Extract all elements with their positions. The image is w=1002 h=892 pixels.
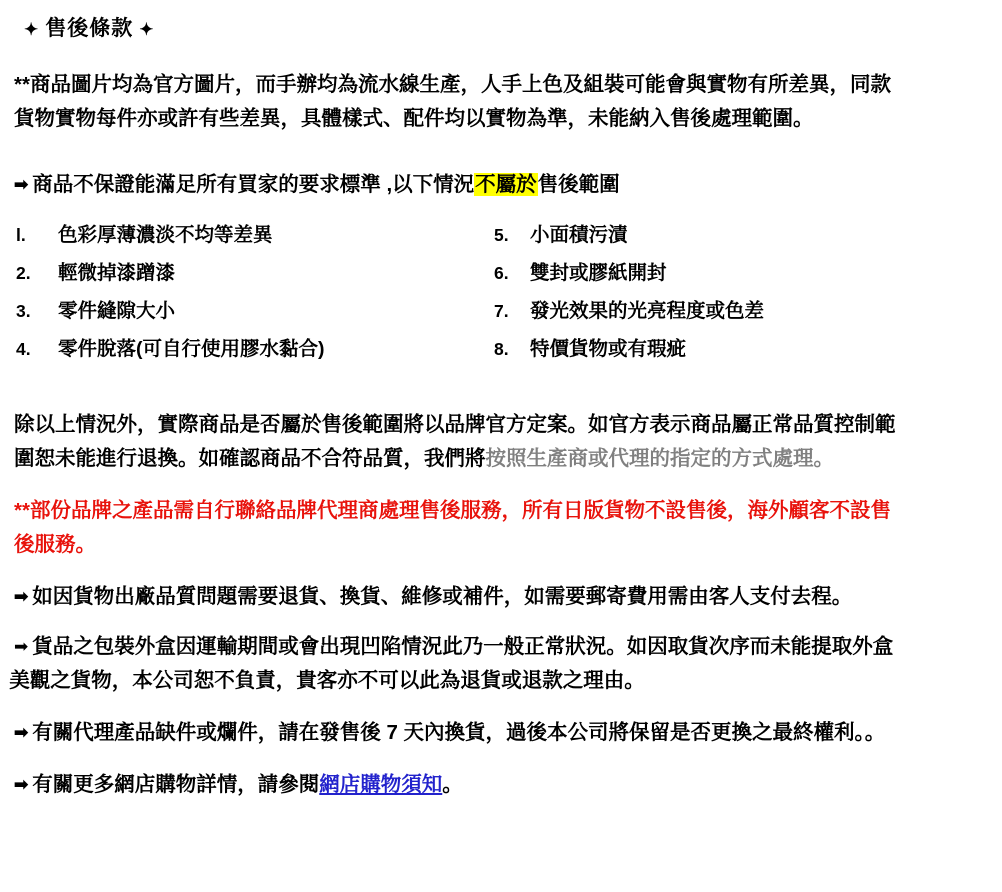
list-item-label: 雙封或膠紙開封 [530,262,667,284]
arrow-right-icon: ➡ [14,775,29,794]
list-item-label: 特價貨物或有瑕疵 [530,338,687,360]
box-condition-line-2: 美觀之貨物，本公司恕不負責，貴客亦不可以此為退貨或退款之理由。 [9,669,645,692]
conclusion-line-2-grey: 按照生產商或代理的指定的方式處理。 [485,447,834,470]
list-item [484,254,944,292]
list-item [484,292,944,330]
list-item-label: 色彩厚薄濃淡不均等差異 [58,224,273,246]
page-title-text: 售後條款 [45,17,134,40]
shopping-guide-link[interactable]: 網店購物須知 [319,773,443,796]
more-info-prefix: 有關更多網店購物詳情，請參閱 [32,773,320,796]
exclusion-notice-part2: 售後範圍 [537,173,620,196]
conclusion-paragraph [14,408,988,476]
list-item [14,292,474,330]
list-item-number: 2. [16,263,31,283]
exclusion-list-right [474,216,944,368]
exclusion-notice-highlight: 不屬於 [475,173,537,196]
red-notice-line-1: **部份品牌之產品需自行聯絡品牌代理商處理售後服務，所有日版貨物不設售後，海外顧客不設售 [14,499,891,522]
conclusion-line-2 [14,442,988,476]
arrow-right-icon: ➡ [14,175,29,194]
red-notice-line-2: 後服務。 [14,533,96,556]
star-left-icon: ✦ [24,20,40,39]
agent-notice-text: 有關代理產品缺件或爛件，請在發售後 7 天內換貨，過後本公司將保留是否更換之最終權利。。 [32,721,886,744]
box-condition-line-1: 貨品之包裝外盒因運輸期間或會出現凹陷情況此乃一般正常狀況。如因取貨次序而未能提取外盒 [32,635,894,658]
shipping-notice [14,580,988,614]
exclusion-list [14,216,988,368]
page-title [18,12,988,42]
list-item-label: 輕微掉漆蹭漆 [58,262,176,284]
list-item-number: 3. [16,301,31,321]
conclusion-line-1: 除以上情況外，實際商品是否屬於售後範圍將以品牌官方定案。如官方表示商品屬正常品質控制範 [14,413,896,436]
exclusion-notice [14,168,988,202]
list-item-label: 小面積污漬 [530,224,628,246]
list-item-label: 發光效果的光亮程度或色差 [530,300,765,322]
list-item [14,216,474,254]
list-item [14,254,474,292]
intro-paragraph [14,68,988,136]
list-item-number: 6. [494,263,509,283]
red-notice [14,494,988,562]
list-item-number: 4. [16,339,31,359]
list-item [484,330,944,368]
conclusion-line-2-text: 圍恕未能進行退換。如確認商品不合符品質，我們將 [14,447,486,470]
list-item-label: 零件縫隙大小 [58,300,176,322]
arrow-right-icon: ➡ [14,723,29,742]
more-info-notice [14,768,988,802]
list-item [14,330,474,368]
list-item [484,216,944,254]
list-item-number: l. [16,225,26,245]
list-item-number: 5. [494,225,509,245]
more-info-suffix: 。 [442,773,463,796]
intro-line-1: **商品圖片均為官方圖片，而手辦均為流水線生產，人手上色及組裝可能會與實物有所差異，同款 [14,73,891,96]
exclusion-list-left [14,216,474,368]
star-right-icon: ✦ [139,20,155,39]
list-item-number: 8. [494,339,509,359]
agent-notice [14,716,988,750]
list-item-number: 7. [494,301,509,321]
box-condition-notice [9,630,988,698]
arrow-right-icon: ➡ [14,587,29,606]
list-item-label: 零件脫落(可自行使用膠水黏合) [58,338,325,360]
shipping-notice-text: 如因貨物出廠品質問題需要退貨、換貨、維修或補件，如需要郵寄費用需由客人支付去程。 [32,585,853,608]
intro-line-2: 貨物實物每件亦或許有些差異，具體樣式、配件均以實物為準，未能納入售後處理範圍。 [14,107,814,130]
exclusion-notice-part1: 商品不保證能滿足所有買家的要求標準 ,以下情況 [32,173,475,196]
arrow-right-icon: ➡ [14,637,29,656]
